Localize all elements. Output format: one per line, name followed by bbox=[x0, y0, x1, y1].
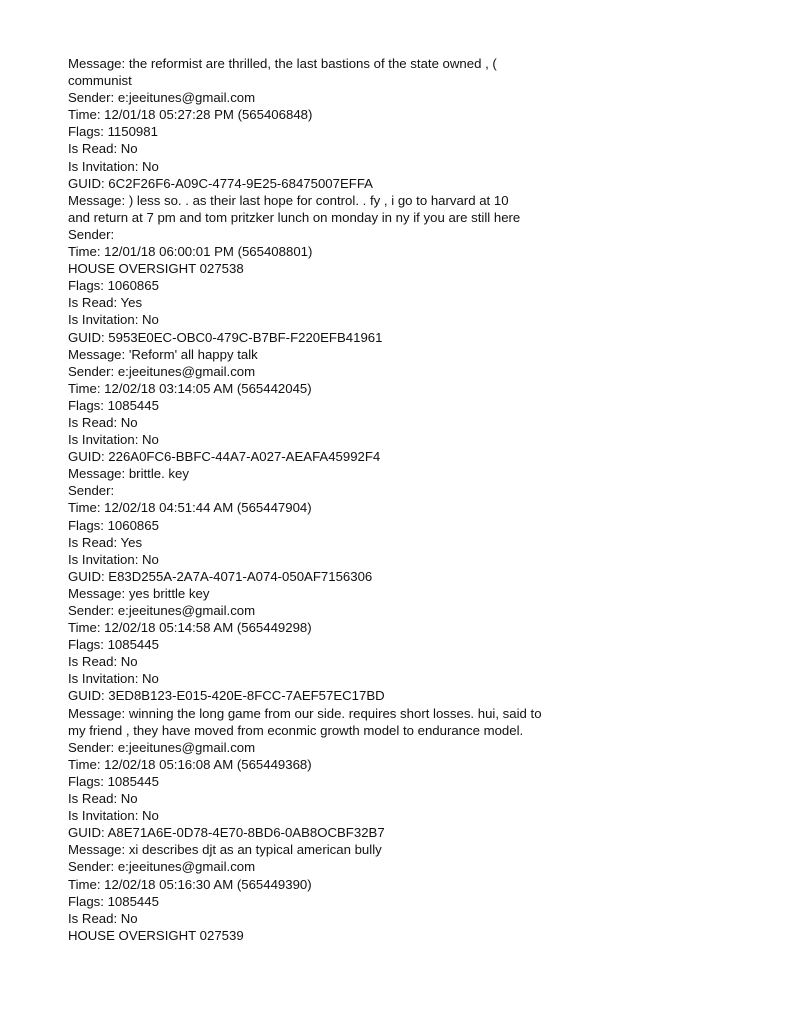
bates-stamp: HOUSE OVERSIGHT 027538 bbox=[68, 261, 244, 277]
is-read-line: Is Read: No bbox=[68, 414, 138, 430]
time-line: Time: 12/01/18 05:27:28 PM (565406848) bbox=[68, 107, 313, 123]
document-body bbox=[68, 55, 728, 944]
flags-line: Flags: 1085445 bbox=[68, 773, 159, 789]
message-line: Message: brittle. key bbox=[68, 466, 189, 482]
guid-line: GUID: 6C2F26F6-A09C-4774-9E25-68475007EFFA bbox=[68, 175, 373, 191]
is-invitation-line: Is Invitation: No bbox=[68, 158, 159, 174]
message-line: Message: the reformist are thrilled, the last bastions of the state owned , ( bbox=[68, 56, 497, 71]
sender-line: Sender: e:jeeitunes@gmail.com bbox=[68, 90, 256, 106]
time-line: Time: 12/02/18 05:16:30 AM (565449390) bbox=[68, 876, 312, 892]
flags-line: Flags: 1150981 bbox=[68, 124, 158, 140]
time-line: Time: 12/02/18 03:14:05 AM (565442045) bbox=[68, 380, 312, 396]
is-read-line: Is Read: No bbox=[68, 910, 138, 926]
guid-line: GUID: 3ED8B123-E015-420E-8FCC-7AEF57EC17BD bbox=[68, 688, 385, 704]
message-line: Message: xi describes djt as an typical american bully bbox=[68, 842, 382, 858]
is-read-line: Is Read: No bbox=[68, 141, 138, 157]
flags-line: Flags: 1060865 bbox=[68, 517, 159, 533]
is-invitation-line: Is Invitation: No bbox=[68, 808, 159, 824]
message-continuation-line: and return at 7 pm and tom pritzker lunch on monday in ny if you are still here bbox=[68, 209, 521, 225]
time-line: Time: 12/02/18 05:14:58 AM (565449298) bbox=[68, 620, 312, 636]
is-invitation-line: Is Invitation: No bbox=[68, 551, 159, 567]
guid-line: GUID: E83D255A-2A7A-4071-A074-050AF7156306 bbox=[68, 568, 373, 584]
guid-line: GUID: A8E71A6E-0D78-4E70-8BD6-0AB8OCBF32B7 bbox=[68, 825, 385, 841]
sender-line: Sender: e:jeeitunes@gmail.com bbox=[68, 603, 256, 618]
sender-line: Sender: bbox=[68, 226, 115, 242]
guid-line: GUID: 226A0FC6-BBFC-44A7-A027-AEAFA45992F4 bbox=[68, 449, 381, 465]
message-line: Message: ) less so. . as their last hope for control. . fy , i go to harvard at 10 bbox=[68, 192, 509, 208]
is-invitation-line: Is Invitation: No bbox=[68, 432, 159, 448]
sender-line: Sender: e:jeeitunes@gmail.com bbox=[68, 859, 256, 875]
flags-line: Flags: 1085445 bbox=[68, 893, 159, 909]
sender-line: Sender: e:jeeitunes@gmail.com bbox=[68, 739, 256, 755]
is-invitation-line: Is Invitation: No bbox=[68, 312, 159, 328]
sender-line: Sender: bbox=[68, 483, 115, 499]
message-continuation-line: communist bbox=[68, 73, 132, 89]
is-read-line: Is Read: Yes bbox=[68, 295, 143, 311]
time-line: Time: 12/02/18 04:51:44 AM (565447904) bbox=[68, 500, 312, 516]
time-line: Time: 12/02/18 05:16:08 AM (565449368) bbox=[68, 756, 312, 772]
message-line: Message: winning the long game from our side. requires short losses. hui, said to bbox=[68, 705, 542, 721]
message-line: Message: yes brittle key bbox=[68, 585, 210, 601]
time-line: Time: 12/01/18 06:00:01 PM (565408801) bbox=[68, 244, 313, 260]
message-line: Message: 'Reform' all happy talk bbox=[68, 346, 258, 362]
message-continuation-line: my friend , they have moved from econmic growth model to endurance model. bbox=[68, 722, 524, 738]
is-invitation-line: Is Invitation: No bbox=[68, 671, 159, 687]
sender-line: Sender: e:jeeitunes@gmail.com bbox=[68, 363, 256, 379]
flags-line: Flags: 1060865 bbox=[68, 278, 159, 294]
flags-line: Flags: 1085445 bbox=[68, 637, 159, 653]
is-read-line: Is Read: No bbox=[68, 654, 138, 670]
guid-line: GUID: 5953E0EC-OBC0-479C-B7BF-F220EFB41961 bbox=[68, 329, 383, 345]
flags-line: Flags: 1085445 bbox=[68, 397, 159, 413]
bates-stamp: HOUSE OVERSIGHT 027539 bbox=[68, 927, 244, 943]
is-read-line: Is Read: Yes bbox=[68, 534, 143, 550]
is-read-line: Is Read: No bbox=[68, 791, 138, 807]
